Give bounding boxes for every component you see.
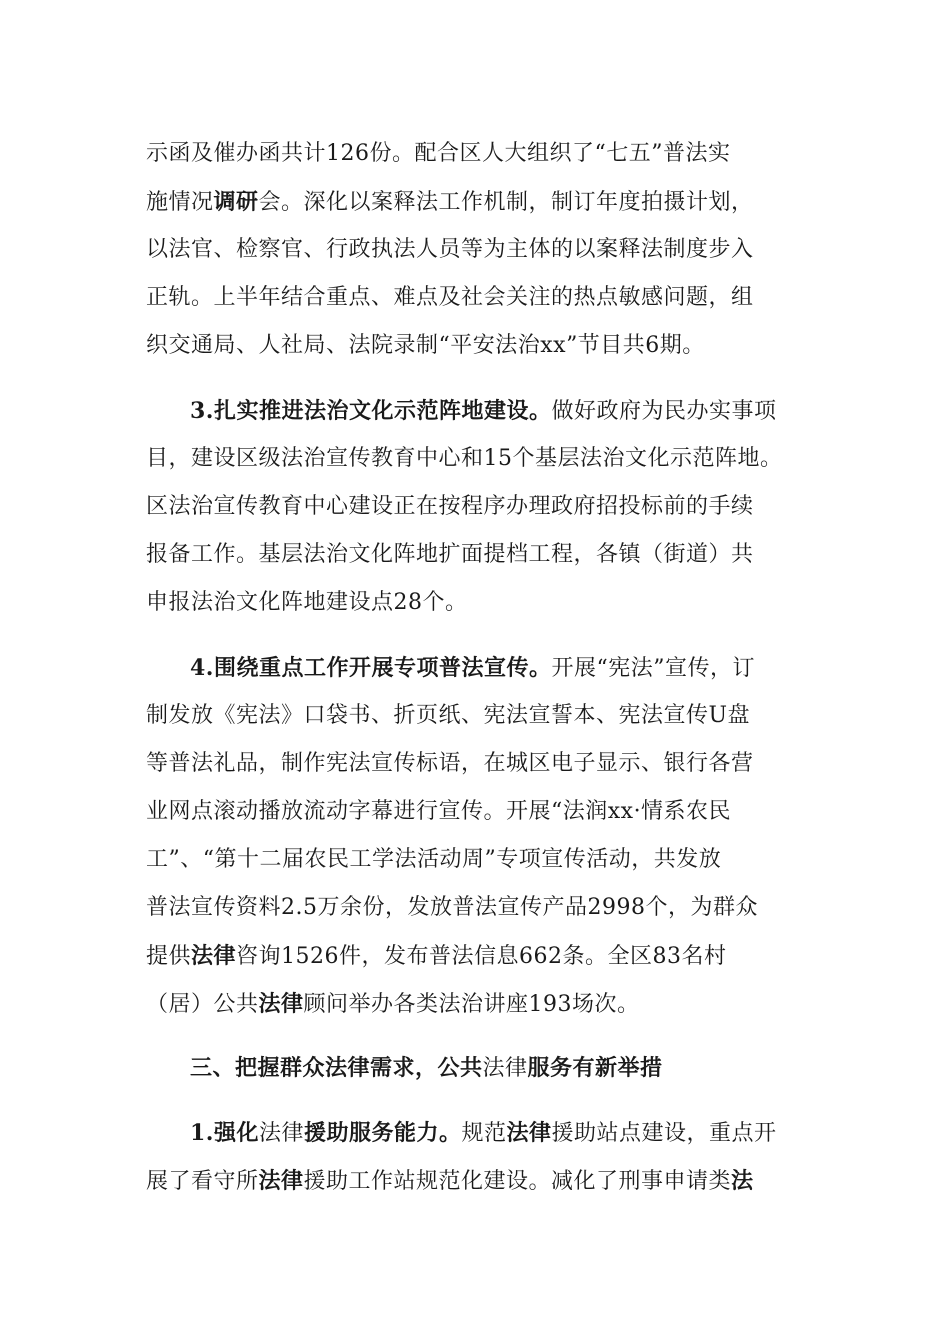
text-line [146,797,731,827]
text-run: 会。深化以案释法工作机制，制订年度拍摄计划， [258,190,754,215]
text-line [146,989,640,1020]
bold-text-run: 法律 [506,1120,552,1146]
text-run: 目，建设区级法治宣传教育中心和15个基层法治文化示范阵地。 [146,446,783,471]
bold-text-run: 调研 [213,189,259,215]
text-line [146,701,750,731]
bold-text-run: 法律 [191,943,237,969]
text-run: 援助站点建设，重点开 [551,1121,777,1146]
text-run: 施情况 [146,190,214,215]
text-line [146,845,721,875]
text-run: 开展“宪法”宣传，订 [551,656,755,681]
text-line [146,492,754,522]
text-run: 区法治宣传教育中心建设正在按程序办理政府招投标前的手续 [146,494,754,519]
text-run: 规范 [461,1121,507,1146]
text-run: 工”、“第十二届农民工学法活动周”专项宣传活动，共发放 [146,847,722,872]
text-line [146,187,754,218]
text-line [190,1118,777,1149]
text-line [146,749,754,779]
bold-text-run: 1.强化 [190,1120,259,1146]
text-run: 顾问举办各类法治讲座193场次。 [303,992,640,1017]
text-run: 援助工作站规范化建设。减化了刑事申请类 [303,1169,732,1194]
text-line [146,540,754,570]
text-run: 织交通局、人社局、法院录制“平安法治xx”节目共6期。 [146,333,705,358]
text-run: 业网点滚动播放流动字幕进行宣传。开展“法润xx·情系农民 [146,799,732,824]
text-run: 等普法礼品，制作宪法宣传标语，在城区电子显示、银行各营 [146,751,754,776]
bold-text-run: 4.围绕重点工作开展专项普法宣传。 [190,655,552,681]
text-line [190,396,776,427]
text-run: 以法官、检察官、行政执法人员等为主体的以案释法制度步入 [146,237,754,262]
text-run: 提供 [146,944,192,969]
text-run: 法律 [482,1056,528,1081]
bold-text-run: 法律 [258,1168,304,1194]
text-line [146,588,468,618]
bold-text-run: 3.扎实推进法治文化示范阵地建设。 [190,398,552,424]
text-line [146,139,731,169]
section-heading [190,1053,663,1084]
text-run: 正轨。上半年结合重点、难点及社会关注的热点敏感问题，组 [146,285,754,310]
text-run: 做好政府为民办实事项 [551,399,777,424]
text-line [146,1166,754,1197]
text-line [146,331,705,361]
bold-text-run: 三、把握群众法律需求，公共 [190,1055,483,1081]
text-line [146,893,758,923]
text-run: （居）公共 [146,992,259,1017]
text-run: 普法宣传资料2.5万余份，发放普法宣传产品2998个，为群众 [146,895,758,920]
bold-text-run: 法 [731,1168,754,1194]
text-run: 报备工作。基层法治文化阵地扩面提档工程，各镇（街道）共 [146,542,754,567]
text-run: 法律 [258,1121,304,1146]
text-line [146,283,754,313]
bold-text-run: 服务有新举措 [527,1055,663,1081]
text-run: 咨询1526件，发布普法信息662条。全区83名村 [236,944,727,969]
text-line [146,941,727,972]
text-run: 展了看守所 [146,1169,259,1194]
text-line [190,653,755,684]
text-run: 申报法治文化阵地建设点28个。 [146,590,468,615]
text-run: 制发放《宪法》口袋书、折页纸、宪法宣誓本、宪法宣传U盘 [146,703,751,728]
text-line [146,235,754,265]
text-line [146,444,783,474]
bold-text-run: 法律 [258,991,304,1017]
text-run: 示函及催办函共计126份。配合区人大组织了“七五”普法实 [146,141,731,166]
bold-text-run: 援助服务能力。 [303,1120,462,1146]
